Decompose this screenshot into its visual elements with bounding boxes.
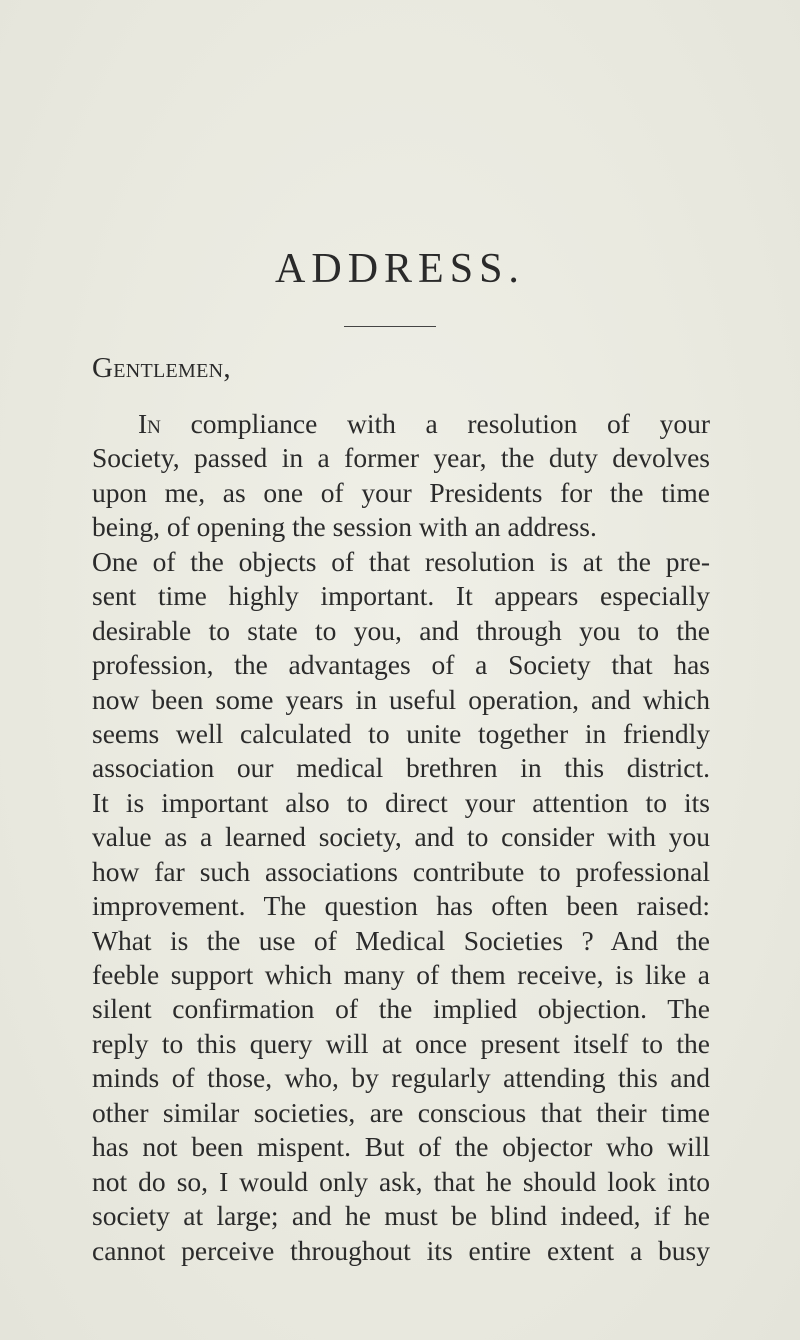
text-line: improvement. The question has often been raised: <box>92 890 710 922</box>
text-line: value as a learned society, and to consider with you <box>92 821 710 853</box>
text-line: cannot perceive throughout its entire extent a busy <box>92 1234 710 1266</box>
text-line: It is important also to direct your attention to its <box>92 786 710 818</box>
text-line <box>92 407 710 441</box>
line-text: compliance with a resolution of your <box>190 408 710 439</box>
text-line: seems well calculated to unite together in friendly <box>92 717 710 749</box>
salutation-text: Gentlemen, <box>92 352 231 384</box>
text-line: reply to this query will at once present itself to the <box>92 1027 710 1059</box>
text-line: What is the use of Medical Societies ? And the <box>92 924 710 956</box>
text-line: profession, the advantages of a Society that has <box>92 649 710 681</box>
text-line: has not been mispent. But of the objector who will <box>92 1131 710 1163</box>
text-line: Society, passed in a former year, the duty devolves <box>92 442 710 474</box>
text-line: minds of those, who, by regularly attending this and <box>92 1062 710 1094</box>
body-text <box>92 407 710 1268</box>
text-line: desirable to state to you, and through you to the <box>92 614 710 646</box>
text-line: not do so, I would only ask, that he should look into <box>92 1165 710 1197</box>
text-line: being, of opening the session with an address. <box>92 511 597 543</box>
page-heading: ADDRESS. <box>275 246 525 292</box>
heading-rule <box>344 326 436 327</box>
first-word: In <box>138 408 161 439</box>
text-line: One of the objects of that resolution is at the pre- <box>92 545 710 577</box>
salutation <box>92 352 231 385</box>
text-line: now been some years in useful operation, and which <box>92 683 710 715</box>
text-line: upon me, as one of your Presidents for the time <box>92 476 710 508</box>
text-line: sent time highly important. It appears especially <box>92 580 710 612</box>
text-line: other similar societies, are conscious that their time <box>92 1096 710 1128</box>
text-line: association our medical brethren in this district. <box>92 752 710 784</box>
text-line: society at large; and he must be blind indeed, if he <box>92 1200 710 1232</box>
text-line: how far such associations contribute to professional <box>92 855 710 887</box>
text-line: feeble support which many of them receive, is like a <box>92 959 710 990</box>
text-line: silent confirmation of the implied objection. The <box>92 993 710 1025</box>
